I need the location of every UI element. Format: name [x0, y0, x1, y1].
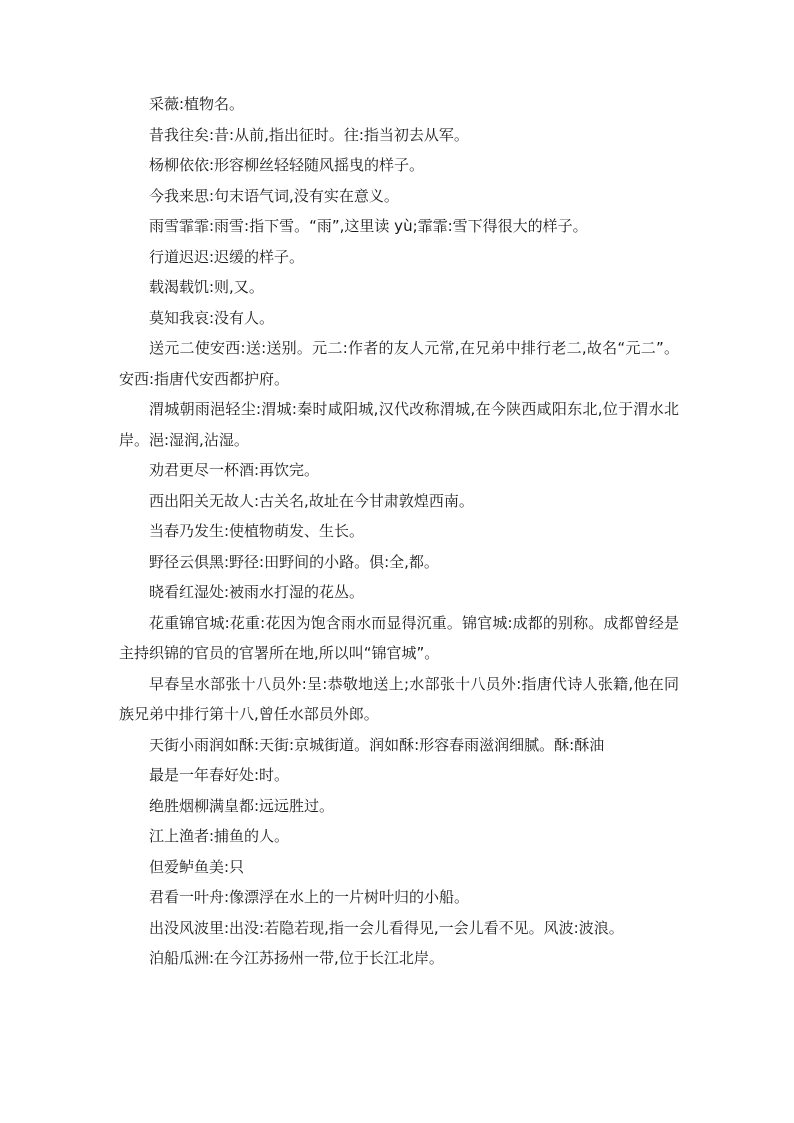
annotation-jinwolaisi: 今我来思:句末语气词,没有实在意义。 [149, 186, 399, 205]
annotation-bochuanguazhou: 泊船瓜洲:在今江苏扬州一带,位于长江北岸。 [149, 949, 444, 967]
annotation-mozhiwoai: 莫知我哀:没有人。 [149, 308, 275, 327]
annotation-dangchunnaifasheng: 当春乃发生:使植物萌发、生长。 [149, 522, 365, 540]
annotation-yuxuefeifei: 雨雪霏霏:雨雪:指下雪。“雨”,这里读 yù;霏霏:雪下得很大的样子。 [149, 217, 588, 235]
annotation-chumofengboli: 出没风波里:出没:若隐若现,指一会儿看得见,一会儿看不见。风波:波浪。 [149, 918, 624, 937]
annotation-yejingyunjuhei: 野径云俱黑:野径:田野间的小路。俱:全,都。 [149, 552, 439, 571]
annotation-zaikezaiji: 载渴载饥:则,又。 [149, 278, 264, 296]
annotation-xichuyangguan: 西出阳关无故人:古关名,故址在今甘肃敦煌西南。 [149, 491, 474, 510]
annotation-huazhongjinguancheng: 花重锦官城:花重:花因为饱含雨水而显得沉重。锦官城:成都的别称。成都曾经是主持织锦的官员的官署所在地,所以叫“锦官城”。 [119, 613, 679, 662]
annotation-caiwei: 采薇:植物名。 [149, 95, 245, 113]
annotation-danailuyumei: 但爱鲈鱼美:只 [149, 857, 245, 876]
annotation-junkanyiyezhou: 君看一叶舟:像漂浮在水上的一片树叶归的小船。 [149, 888, 470, 906]
annotation-jueshengyanliu: 绝胜烟柳满皇都:远远胜过。 [149, 796, 335, 815]
document-page [119, 89, 679, 974]
annotation-xiwowangyi: 昔我往矣:昔:从前,指出征时。往:指当初去从军。 [149, 125, 469, 144]
annotation-weichengzhaoyu: 渭城朝雨浥轻尘:渭城:秦时咸阳城,汉代改称渭城,在今陕西咸阳东北,位于渭水北岸。浥:湿润,沾湿。 [119, 400, 679, 449]
annotation-quanjungengjin: 劝君更尽一杯酒:再饮完。 [149, 461, 320, 479]
annotation-zaochunchengshuibu: 早春呈水部张十八员外:呈:恭敬地送上;水部张十八员外:指唐代诗人张籍,他在同族兄弟中排行第十八,曾任水部员外郎。 [119, 674, 679, 723]
annotation-yangliuyiyi: 杨柳依依:形容柳丝轻轻随风摇曳的样子。 [149, 156, 425, 174]
annotation-xingdaochichi: 行道迟迟:迟缓的样子。 [149, 247, 305, 266]
annotation-songyuanershianxi: 送元二使安西:送:送别。元二:作者的友人元常,在兄弟中排行老二,故名“元二”。安西:指唐代安西都护府。 [119, 339, 679, 388]
annotation-tianjiexiaoyu: 天街小雨润如酥:天街:京城街道。润如酥:形容春雨滋润细腻。酥:酥油 [149, 735, 605, 754]
annotation-xiaokanhongshichu: 晓看红湿处:被雨水打湿的花丛。 [149, 583, 365, 601]
annotation-jiangshangyuzhe: 江上渔者:捕鱼的人。 [149, 827, 290, 845]
annotation-zuishiyinianchun: 最是一年春好处:时。 [149, 766, 290, 784]
